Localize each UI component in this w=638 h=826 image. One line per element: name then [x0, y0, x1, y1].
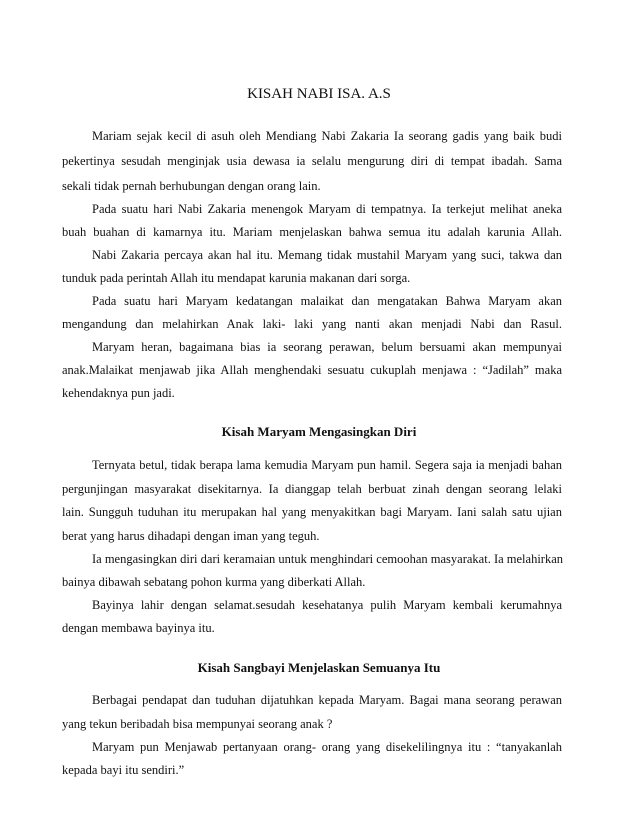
paragraph-line: Ternyata betul, tidak berapa lama kemudia Maryam pun hamil. Segera saja ia menjadi bahan [92, 458, 562, 472]
paragraph-line: Ia mengasingkan diri dari keramaian untuk menghindari cemoohan masyarakat. Ia melahirkan [92, 552, 564, 566]
paragraph-line: pekertinya sesudah menginjak usia dewasa ia selalu mengurung diri di tempat ibadah. Sama [62, 154, 562, 168]
paragraph-line: Nabi Zakaria percaya akan hal itu. Memang tidak mustahil Maryam yang suci, takwa dan [92, 248, 562, 262]
paragraph-line: dengan membawa bayinya itu. [62, 621, 215, 635]
paragraph-line: Mariam sejak kecil di asuh oleh Mendiang Nabi Zakaria Ia seorang gadis yang baik budi [92, 129, 562, 143]
paragraph-line: pergunjingan masyarakat disekitarnya. Ia dianggap telah berbuat zinah dengan seorang lelaki [62, 482, 562, 496]
paragraph-line: anak.Malaikat menjawab jika Allah menghendaki sesuatu cukuplah menjawa : “Jadilah” maka [62, 363, 562, 377]
paragraph-line: mengandung dan melahirkan Anak laki- laki yang nanti akan menjadi Nabi dan Rasul. [62, 317, 562, 331]
paragraph-line: Maryam pun Menjawab pertanyaan orang- orang yang disekelilingnya itu : “tanyakanlah [92, 740, 562, 754]
paragraph-line: sekali tidak pernah berhubungan dengan orang lain. [62, 179, 321, 193]
paragraph-line: Bayinya lahir dengan selamat.sesudah kesehatanya pulih Maryam kembali kerumahnya [92, 598, 562, 612]
section-heading: Kisah Sangbayi Menjelaskan Semuanya Itu [197, 660, 441, 675]
paragraph-line: Pada suatu hari Nabi Zakaria menengok Maryam di tempatnya. Ia terkejut melihat aneka [92, 202, 562, 216]
paragraph-line: yang tekun beribadah bisa mempunyai seorang anak ? [62, 717, 333, 731]
paragraph-line: bainya dibawah sebatang pohon kurma yang diberkati Allah. [62, 575, 366, 589]
paragraph-line: berat yang harus dihadapi dengan iman yang teguh. [62, 529, 320, 543]
paragraph-line: Pada suatu hari Maryam kedatangan malaikat dan mengatakan Bahwa Maryam akan [92, 294, 562, 308]
paragraph-line: tunduk pada perintah Allah itu mendapat karunia makanan dari sorga. [62, 271, 411, 285]
paragraph-line: Berbagai pendapat dan tuduhan dijatuhkan kepada Maryam. Bagai mana seorang perawan [92, 693, 562, 707]
paragraph-line: lain. Sungguh tuduhan itu merupakan hal yang menyakitkan bagi Maryam. Iani salah satu ujian [62, 505, 562, 519]
paragraph-line: kepada bayi itu sendiri.” [62, 763, 185, 777]
document-title: KISAH NABI ISA. A.S [247, 86, 391, 102]
paragraph-line: kehendaknya pun jadi. [62, 386, 175, 400]
section-heading: Kisah Maryam Mengasingkan Diri [221, 424, 417, 439]
paragraph-line: Maryam heran, bagaimana bias ia seorang perawan, belum bersuami akan mempunyai [92, 340, 562, 354]
paragraph-line: buah buahan di kamarnya itu. Mariam menjelaskan bahwa semua itu adalah karunia Allah. [62, 225, 562, 239]
